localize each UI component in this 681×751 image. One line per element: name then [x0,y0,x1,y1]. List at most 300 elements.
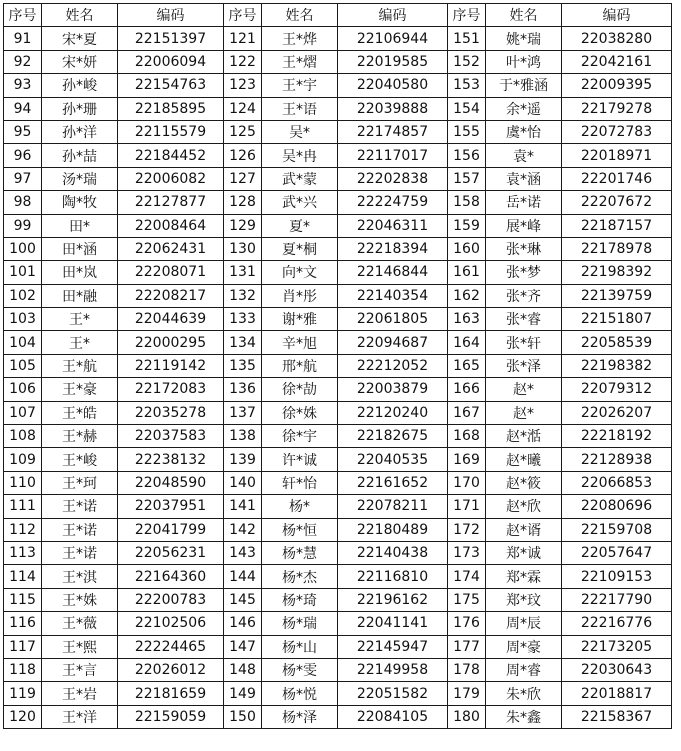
cell-index: 105 [4,354,42,377]
cell-name: 杨*杰 [262,565,338,588]
cell-index: 95 [4,120,42,143]
cell-code: 22040535 [338,448,448,471]
cell-name: 孙*喆 [42,144,118,167]
cell-name: 张*齐 [486,284,562,307]
cell-index: 104 [4,331,42,354]
cell-index: 161 [448,261,486,284]
cell-index: 145 [224,588,262,611]
cell-code: 22009395 [562,74,672,97]
cell-index: 151 [448,27,486,50]
cell-code: 22224465 [118,635,224,658]
cell-name: 杨* [262,495,338,518]
cell-name: 田*融 [42,284,118,307]
table-row [4,401,672,424]
cell-code: 22127877 [118,191,224,214]
cell-name: 向*文 [262,261,338,284]
cell-code: 22037951 [118,495,224,518]
cell-name: 王*峻 [42,448,118,471]
cell-code: 22212052 [338,354,448,377]
cell-code: 22238132 [118,448,224,471]
table-row [4,50,672,73]
cell-code: 22119142 [118,354,224,377]
cell-index: 106 [4,378,42,401]
table-row [4,237,672,260]
cell-code: 22058539 [562,331,672,354]
cell-index: 142 [224,518,262,541]
cell-name: 郑*玟 [486,588,562,611]
cell-name: 王*淇 [42,565,118,588]
cell-name: 肖*彤 [262,284,338,307]
cell-code: 22151397 [118,27,224,50]
cell-name: 王*言 [42,658,118,681]
cell-code: 22078211 [338,495,448,518]
header-name: 姓名 [42,4,118,27]
cell-index: 141 [224,495,262,518]
cell-name: 夏* [262,214,338,237]
table-row [4,378,672,401]
cell-code: 22109153 [562,565,672,588]
cell-index: 133 [224,308,262,331]
cell-code: 22185895 [118,97,224,120]
cell-name: 袁* [486,144,562,167]
cell-index: 91 [4,27,42,50]
cell-index: 100 [4,237,42,260]
header-name: 姓名 [486,4,562,27]
cell-name: 王*豪 [42,378,118,401]
cell-code: 22080696 [562,495,672,518]
header-index: 序号 [4,4,42,27]
cell-index: 125 [224,120,262,143]
header-index: 序号 [224,4,262,27]
cell-code: 22218394 [338,237,448,260]
cell-name: 王*赫 [42,425,118,448]
cell-index: 150 [224,705,262,728]
cell-index: 97 [4,167,42,190]
table-row [4,658,672,681]
cell-name: 武*蒙 [262,167,338,190]
cell-code: 22216776 [562,612,672,635]
cell-name: 赵* [486,378,562,401]
cell-code: 22139759 [562,284,672,307]
table-row [4,261,672,284]
table-row [4,284,672,307]
cell-index: 139 [224,448,262,471]
table-row [4,565,672,588]
cell-name: 杨*瑞 [262,612,338,635]
cell-code: 22172083 [118,378,224,401]
cell-name: 赵*筱 [486,471,562,494]
cell-name: 王*诺 [42,518,118,541]
cell-code: 22207672 [562,191,672,214]
cell-index: 94 [4,97,42,120]
cell-name: 许*诚 [262,448,338,471]
cell-name: 张*睿 [486,308,562,331]
cell-name: 王*诺 [42,495,118,518]
cell-code: 22164360 [118,565,224,588]
cell-code: 22140354 [338,284,448,307]
cell-name: 赵*曦 [486,448,562,471]
cell-index: 167 [448,401,486,424]
cell-code: 22146844 [338,261,448,284]
cell-code: 22046311 [338,214,448,237]
cell-code: 22039888 [338,97,448,120]
cell-code: 22158367 [562,705,672,728]
cell-name: 王*珂 [42,471,118,494]
cell-name: 王*熙 [42,635,118,658]
cell-index: 93 [4,74,42,97]
cell-index: 152 [448,50,486,73]
cell-name: 吴*冉 [262,144,338,167]
cell-name: 周*豪 [486,635,562,658]
cell-code: 22184452 [118,144,224,167]
cell-index: 130 [224,237,262,260]
cell-name: 徐*宇 [262,425,338,448]
cell-name: 余*遥 [486,97,562,120]
cell-index: 179 [448,682,486,705]
cell-index: 112 [4,518,42,541]
cell-index: 173 [448,541,486,564]
cell-code: 22037583 [118,425,224,448]
cell-index: 177 [448,635,486,658]
cell-index: 148 [224,658,262,681]
cell-name: 王* [42,308,118,331]
cell-index: 123 [224,74,262,97]
cell-name: 王*薇 [42,612,118,635]
cell-code: 22217790 [562,588,672,611]
cell-index: 160 [448,237,486,260]
cell-name: 田* [42,214,118,237]
cell-index: 121 [224,27,262,50]
cell-code: 22041799 [118,518,224,541]
cell-name: 王* [42,331,118,354]
cell-name: 郑*霖 [486,565,562,588]
table-row [4,541,672,564]
cell-code: 22042161 [562,50,672,73]
cell-code: 22040580 [338,74,448,97]
cell-index: 178 [448,658,486,681]
cell-name: 展*峰 [486,214,562,237]
cell-code: 22057647 [562,541,672,564]
cell-index: 113 [4,541,42,564]
table-row [4,27,672,50]
cell-index: 143 [224,541,262,564]
cell-code: 22026012 [118,658,224,681]
cell-index: 165 [448,354,486,377]
cell-name: 孙*峻 [42,74,118,97]
cell-index: 135 [224,354,262,377]
cell-name: 邢*航 [262,354,338,377]
cell-index: 111 [4,495,42,518]
cell-index: 162 [448,284,486,307]
cell-index: 149 [224,682,262,705]
cell-name: 赵*欣 [486,495,562,518]
cell-index: 146 [224,612,262,635]
cell-index: 118 [4,658,42,681]
table-row [4,308,672,331]
cell-name: 杨*泽 [262,705,338,728]
cell-code: 22026207 [562,401,672,424]
cell-code: 22056231 [118,541,224,564]
cell-index: 158 [448,191,486,214]
cell-code: 22051582 [338,682,448,705]
cell-code: 22106944 [338,27,448,50]
table-row [4,635,672,658]
cell-name: 徐*劼 [262,378,338,401]
header-name: 姓名 [262,4,338,27]
table-body [4,27,672,729]
cell-code: 22179278 [562,97,672,120]
cell-index: 164 [448,331,486,354]
cell-index: 175 [448,588,486,611]
cell-index: 147 [224,635,262,658]
cell-index: 180 [448,705,486,728]
cell-index: 169 [448,448,486,471]
cell-code: 22000295 [118,331,224,354]
cell-name: 袁*涵 [486,167,562,190]
cell-code: 22218192 [562,425,672,448]
header-row [4,4,672,27]
cell-name: 王*岩 [42,682,118,705]
cell-code: 22161652 [338,471,448,494]
cell-name: 杨*悦 [262,682,338,705]
cell-name: 杨*雯 [262,658,338,681]
cell-name: 张*泽 [486,354,562,377]
cell-code: 22079312 [562,378,672,401]
cell-code: 22196162 [338,588,448,611]
cell-index: 109 [4,448,42,471]
cell-index: 115 [4,588,42,611]
cell-code: 22038280 [562,27,672,50]
table-row [4,144,672,167]
cell-name: 王*熠 [262,50,338,73]
cell-name: 宋*妍 [42,50,118,73]
cell-code: 22159708 [562,518,672,541]
cell-index: 92 [4,50,42,73]
cell-code: 22018817 [562,682,672,705]
cell-name: 汤*瑞 [42,167,118,190]
cell-index: 132 [224,284,262,307]
cell-index: 122 [224,50,262,73]
cell-name: 杨*恒 [262,518,338,541]
table-row [4,518,672,541]
table-row [4,612,672,635]
cell-name: 赵*谞 [486,518,562,541]
cell-index: 170 [448,471,486,494]
header-code: 编码 [338,4,448,27]
cell-name: 轩*怡 [262,471,338,494]
cell-code: 22072783 [562,120,672,143]
cell-code: 22102506 [118,612,224,635]
cell-name: 杨*琦 [262,588,338,611]
cell-code: 22174857 [338,120,448,143]
cell-name: 周*睿 [486,658,562,681]
cell-name: 张*轩 [486,331,562,354]
cell-name: 吴* [262,120,338,143]
cell-index: 124 [224,97,262,120]
cell-code: 22048590 [118,471,224,494]
cell-index: 136 [224,378,262,401]
cell-code: 22115579 [118,120,224,143]
cell-code: 22018971 [562,144,672,167]
cell-index: 144 [224,565,262,588]
cell-name: 叶*鸿 [486,50,562,73]
cell-code: 22006082 [118,167,224,190]
cell-name: 周*辰 [486,612,562,635]
roster-table [3,3,672,729]
cell-code: 22094687 [338,331,448,354]
cell-index: 119 [4,682,42,705]
cell-name: 赵* [486,401,562,424]
cell-index: 127 [224,167,262,190]
cell-index: 138 [224,425,262,448]
table-row [4,74,672,97]
table-row [4,120,672,143]
cell-index: 156 [448,144,486,167]
cell-code: 22198382 [562,354,672,377]
cell-code: 22178978 [562,237,672,260]
cell-index: 116 [4,612,42,635]
cell-code: 22116810 [338,565,448,588]
cell-name: 赵*湉 [486,425,562,448]
cell-code: 22062431 [118,237,224,260]
cell-code: 22117017 [338,144,448,167]
cell-name: 张*梦 [486,261,562,284]
cell-name: 王*姝 [42,588,118,611]
header-code: 编码 [118,4,224,27]
cell-name: 虞*怡 [486,120,562,143]
cell-name: 郑*诚 [486,541,562,564]
cell-name: 姚*瑞 [486,27,562,50]
cell-name: 王*诺 [42,541,118,564]
cell-name: 王*语 [262,97,338,120]
cell-index: 129 [224,214,262,237]
cell-index: 155 [448,120,486,143]
cell-index: 117 [4,635,42,658]
cell-code: 22173205 [562,635,672,658]
cell-index: 107 [4,401,42,424]
cell-code: 22198392 [562,261,672,284]
cell-code: 22066853 [562,471,672,494]
cell-index: 101 [4,261,42,284]
header-index: 序号 [448,4,486,27]
cell-index: 110 [4,471,42,494]
cell-index: 174 [448,565,486,588]
table-row [4,97,672,120]
cell-index: 168 [448,425,486,448]
table-row [4,705,672,728]
cell-code: 22030643 [562,658,672,681]
cell-code: 22044639 [118,308,224,331]
cell-code: 22224759 [338,191,448,214]
cell-code: 22200783 [118,588,224,611]
cell-code: 22182675 [338,425,448,448]
cell-code: 22120240 [338,401,448,424]
cell-index: 140 [224,471,262,494]
cell-code: 22159059 [118,705,224,728]
cell-name: 王*洋 [42,705,118,728]
cell-code: 22003879 [338,378,448,401]
cell-index: 131 [224,261,262,284]
cell-index: 126 [224,144,262,167]
cell-index: 166 [448,378,486,401]
cell-name: 于*雅涵 [486,74,562,97]
cell-code: 22154763 [118,74,224,97]
table-row [4,682,672,705]
cell-code: 22202838 [338,167,448,190]
cell-code: 22201746 [562,167,672,190]
table-row [4,425,672,448]
cell-index: 172 [448,518,486,541]
cell-index: 163 [448,308,486,331]
cell-code: 22006094 [118,50,224,73]
cell-name: 武*兴 [262,191,338,214]
cell-code: 22208217 [118,284,224,307]
table-row [4,191,672,214]
cell-code: 22008464 [118,214,224,237]
cell-code: 22187157 [562,214,672,237]
cell-name: 辛*旭 [262,331,338,354]
table-row [4,167,672,190]
cell-name: 谢*雅 [262,308,338,331]
table-row [4,331,672,354]
cell-name: 夏*桐 [262,237,338,260]
table-row [4,471,672,494]
cell-index: 103 [4,308,42,331]
cell-index: 176 [448,612,486,635]
cell-code: 22128938 [562,448,672,471]
cell-code: 22180489 [338,518,448,541]
cell-index: 99 [4,214,42,237]
cell-index: 102 [4,284,42,307]
cell-name: 宋*夏 [42,27,118,50]
cell-index: 154 [448,97,486,120]
cell-name: 王*烨 [262,27,338,50]
table-row [4,495,672,518]
table-row [4,214,672,237]
table-row [4,448,672,471]
cell-code: 22019585 [338,50,448,73]
cell-code: 22140438 [338,541,448,564]
cell-code: 22208071 [118,261,224,284]
cell-code: 22149958 [338,658,448,681]
table-row [4,354,672,377]
header-code: 编码 [562,4,672,27]
cell-name: 田*涵 [42,237,118,260]
cell-code: 22151807 [562,308,672,331]
cell-index: 134 [224,331,262,354]
cell-index: 153 [448,74,486,97]
cell-code: 22035278 [118,401,224,424]
cell-name: 王*皓 [42,401,118,424]
cell-index: 137 [224,401,262,424]
cell-index: 96 [4,144,42,167]
cell-name: 孙*珊 [42,97,118,120]
cell-index: 98 [4,191,42,214]
cell-name: 朱*鑫 [486,705,562,728]
cell-code: 22061805 [338,308,448,331]
cell-code: 22084105 [338,705,448,728]
cell-name: 陶*牧 [42,191,118,214]
cell-name: 杨*山 [262,635,338,658]
cell-index: 108 [4,425,42,448]
cell-name: 朱*欣 [486,682,562,705]
cell-name: 岳*诺 [486,191,562,214]
cell-name: 田*岚 [42,261,118,284]
cell-index: 159 [448,214,486,237]
cell-name: 王*宇 [262,74,338,97]
cell-index: 157 [448,167,486,190]
cell-code: 22041141 [338,612,448,635]
